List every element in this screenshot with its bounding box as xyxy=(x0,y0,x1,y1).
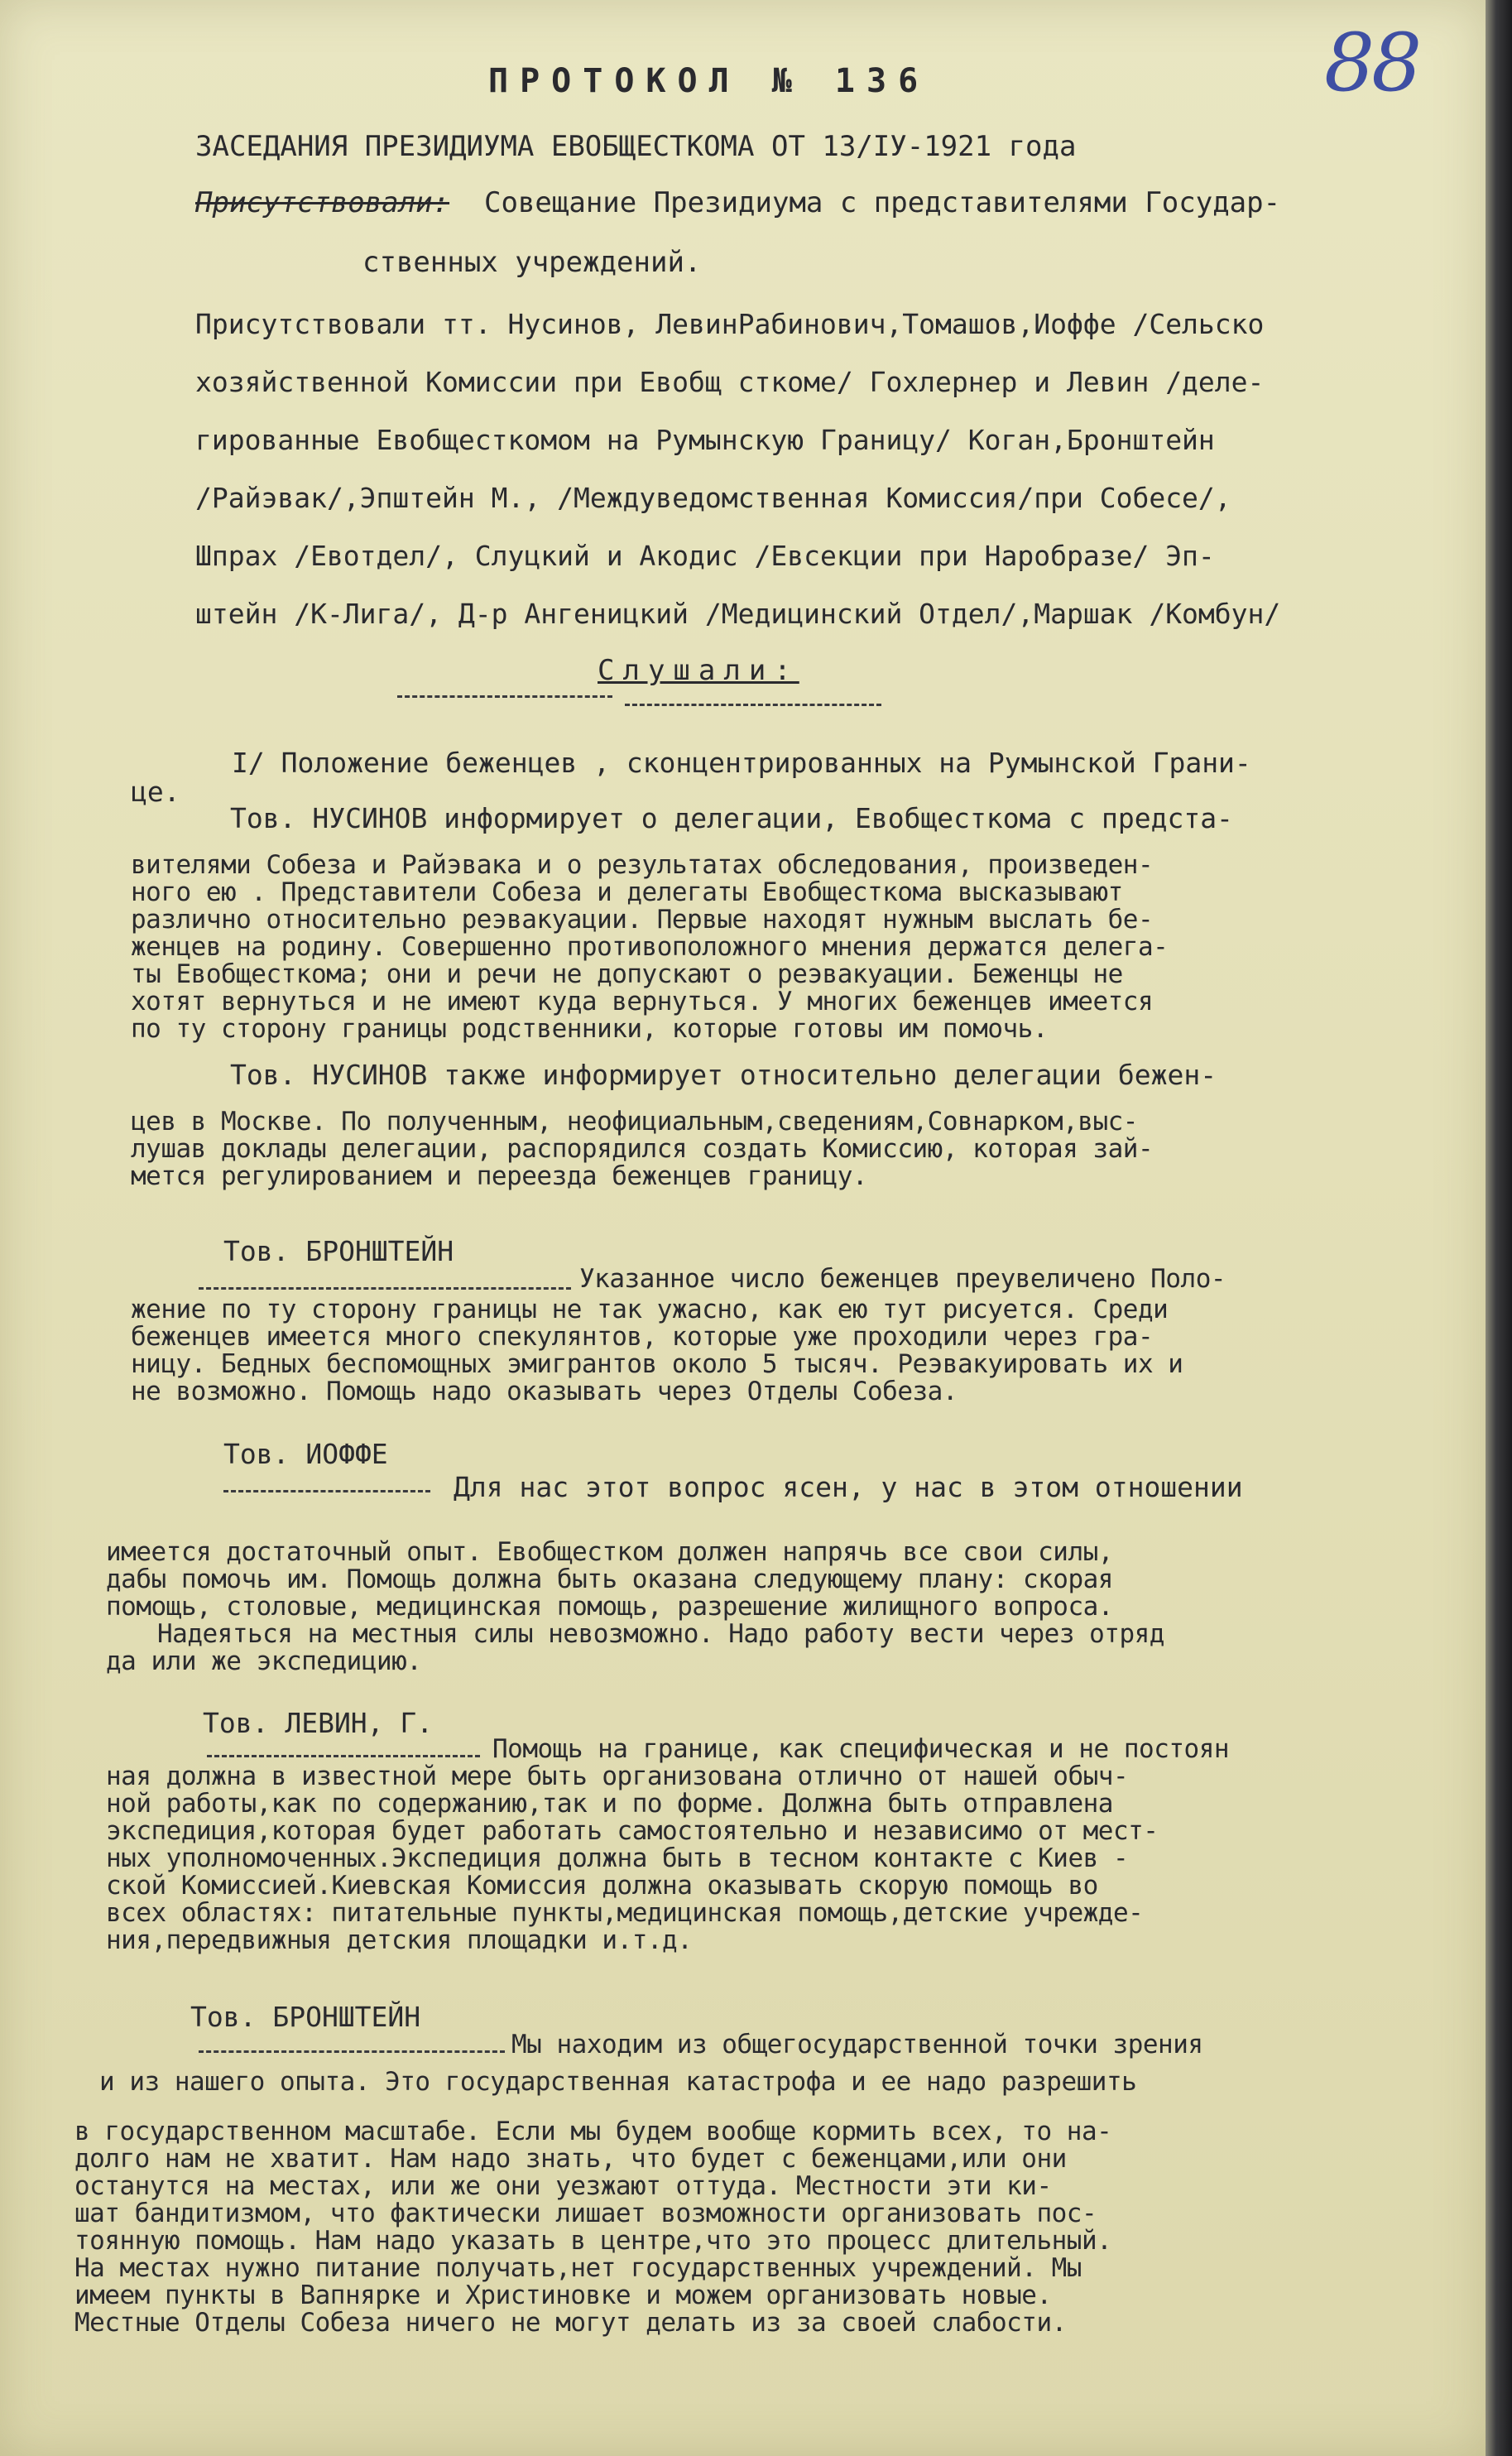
bronshtein-second-speech-line: имеем пункты в Вапнярке и Христиновке и можем организовать новые. xyxy=(74,2281,1052,2310)
ioffe-speech-line: Надеяться на местныя силы невозможно. Надо работу вести через отряд xyxy=(157,1619,1164,1649)
meeting-description-line-1: Совещание Президиума с представителями Государ- xyxy=(484,186,1281,219)
levin-speech-line: всех областях: питательные пункты,медицинская помощь,детские учрежде- xyxy=(106,1898,1144,1928)
attendees-line: /Райэвак/,Эпштейн М., /Междуведомственная Комиссия/при Собесе/, xyxy=(195,482,1231,514)
attendees-line: Шпрах /Евотдел/, Слуцкий и Акодис /Евсекции при Наробразе/ Эп- xyxy=(195,540,1215,572)
nusinov-delegation-line: мется регулированием и переезда беженцев границу. xyxy=(131,1161,868,1191)
bronshtein-second-speech-line: останутся на местах, или же они уезжают оттуда. Местности эти ки- xyxy=(74,2171,1052,2201)
speaker-levin: Тов. ЛЕВИН, Г. xyxy=(203,1707,434,1739)
nusinov-delegation-line: лушав доклады делегации, распорядился создать Комиссию, которая зай- xyxy=(131,1134,1154,1164)
heading-dashes-right xyxy=(625,704,881,706)
speaker-bronshtein: Тов. БРОНШТЕЙН xyxy=(223,1235,454,1267)
ioffe-speech-line: да или же экспедицию. xyxy=(106,1646,422,1676)
speaker-dashes xyxy=(223,1490,430,1492)
nusinov-report-line: вителями Собеза и Райэвака и о результатах обследования, произведен- xyxy=(131,850,1154,880)
agenda-item-1-continuation: це. xyxy=(131,776,180,808)
handwritten-page-number: 88 xyxy=(1324,17,1419,109)
bronshtein-second-speech-line: тоянную помощь. Нам надо указать в центре,что это процесс длительный. xyxy=(74,2226,1112,2256)
agenda-item-1: I/ Положение беженцев , сконцентрированных на Румынской Грани- xyxy=(232,747,1251,779)
bronshtein-second-speech-line: На местах нужно питание получать,нет государственных учреждений. Мы xyxy=(74,2253,1082,2283)
bronshtein-speech-line: Указанное число беженцев преувеличено Поло- xyxy=(579,1264,1226,1294)
ioffe-speech-line: дабы помочь им. Помощь должна быть оказана следующему плану: скорая xyxy=(106,1564,1113,1594)
levin-speech-line: экспедиция,которая будет работать самостоятельно и независимо от мест- xyxy=(106,1816,1159,1846)
attendees-line: гированные Евобщесткомом на Румынскую Границу/ Коган,Бронштейн xyxy=(195,424,1215,456)
bronshtein-speech-line: жение по ту сторону границы не так ужасно, как ею тут рисуется. Среди xyxy=(131,1295,1169,1324)
bronshtein-speech-line: не возможно. Помощь надо оказывать через Отделы Собеза. xyxy=(131,1377,958,1406)
nusinov-report-line: Тов. НУСИНОВ информирует о делегации, Евобщесткома с предста- xyxy=(230,802,1233,834)
levin-speech-line: ная должна в известной мере быть организована отлично от нашей обыч- xyxy=(106,1761,1129,1791)
levin-speech-line: ской Комиссией.Киевская Комиссия должна оказывать скорую помощь во xyxy=(106,1871,1098,1901)
bronshtein-second-speech-line: Местные Отделы Собеза ничего не могут делать из за своей слабости. xyxy=(74,2308,1067,2338)
levin-speech-line: ных уполномоченных.Экспедиция должна быть в тесном контакте с Киев - xyxy=(106,1843,1129,1873)
bronshtein-second-speech-line: Мы находим из общегосударственной точки зрения xyxy=(511,2030,1203,2059)
speaker-ioffe: Тов. ИОФФЕ xyxy=(223,1438,388,1470)
bronshtein-speech-line: ницу. Бедных беспомощных эмигрантов около 5 тысяч. Реэвакуировать их и xyxy=(131,1349,1183,1379)
ioffe-speech-line: помощь, столовые, медицинская помощь, разрешение жилищного вопроса. xyxy=(106,1592,1113,1622)
bronshtein-second-speech-line: шат бандитизмом, что фактически лишает возможности организовать пос- xyxy=(74,2199,1097,2228)
ioffe-speech-line: имеется достаточный опыт. Евобщестком должен напрячь все свои силы, xyxy=(106,1537,1113,1567)
nusinov-report-line: по ту сторону границы родственники, которые готовы им помочь. xyxy=(131,1014,1048,1044)
nusinov-report-line: хотят вернуться и не имеют куда вернуться. У многих беженцев имеется xyxy=(131,987,1154,1017)
protocol-title: ПРОТОКОЛ № 136 xyxy=(488,62,930,100)
nusinov-report-line: ты Евобщесткома; они и речи не допускают о реэвакуации. Беженцы не xyxy=(131,959,1123,989)
protocol-subtitle: ЗАСЕДАНИЯ ПРЕЗИДИУМА ЕВОБЩЕСТКОМА ОТ 13/IУ-1921 года xyxy=(195,130,1077,163)
attendees-line: хозяйственной Комиссии при Евобщ сткоме/ Гохлернер и Левин /деле- xyxy=(195,366,1265,398)
bronshtein-second-speech-line: и из нашего опыта. Это государственная катастрофа и ее надо разрешить xyxy=(99,2067,1137,2097)
meeting-description-line-2: ственных учреждений. xyxy=(362,246,702,279)
attendees-line: Присутствовали тт. Нусинов, ЛевинРабинович,Томашов,Иоффе /Сельско xyxy=(195,308,1265,340)
nusinov-report-line: ного ею . Представители Собеза и делегаты Евобщесткома высказывают xyxy=(131,877,1123,907)
speaker-bronshtein-second: Тов. БРОНШТЕЙН xyxy=(190,2001,421,2033)
levin-speech-line: ной работы,как по содержанию,так и по форме. Должна быть отправлена xyxy=(106,1789,1113,1819)
scan-edge xyxy=(1486,0,1512,2456)
nusinov-report-line: женцев на родину. Совершенно противоположного мнения держатся делега- xyxy=(131,932,1169,962)
speaker-dashes xyxy=(199,2050,505,2053)
nusinov-report-line: различно относительно реэвакуации. Первые находят нужным выслать бе- xyxy=(131,905,1154,935)
attendees-line: штейн /К-Лига/, Д-р Ангеницкий /Медицинский Отдел/,Маршак /Комбун/ xyxy=(195,598,1281,630)
bronshtein-second-speech-line: в государственном масштабе. Если мы будем вообще кормить всех, то на- xyxy=(74,2117,1112,2146)
speaker-dashes xyxy=(207,1755,480,1757)
levin-speech-line: Помощь на границе, как специфическая и не постоян xyxy=(492,1734,1230,1764)
nusinov-delegation-line: Тов. НУСИНОВ также информирует относительно делегации бежен- xyxy=(230,1059,1217,1091)
levin-speech-line: ния,передвижныя детския площадки и.т.д. xyxy=(106,1925,693,1955)
bronshtein-speech-line: беженцев имеется много спекулянтов, которые уже проходили через гра- xyxy=(131,1322,1154,1352)
crossed-out-attended-label: Присутствовали: xyxy=(195,186,450,219)
heard-heading: Слушали: xyxy=(598,654,799,687)
bronshtein-second-speech-line: долго нам не хватит. Нам надо знать, что будет с беженцами,или они xyxy=(74,2144,1067,2174)
nusinov-delegation-line: цев в Москве. По полученным, неофициальным,сведениям,Совнарком,выс- xyxy=(131,1107,1138,1137)
heading-dashes-left xyxy=(397,695,612,698)
speaker-dashes xyxy=(199,1287,571,1290)
ioffe-speech-line: Для нас этот вопрос ясен, у нас в этом отношении xyxy=(454,1471,1243,1503)
